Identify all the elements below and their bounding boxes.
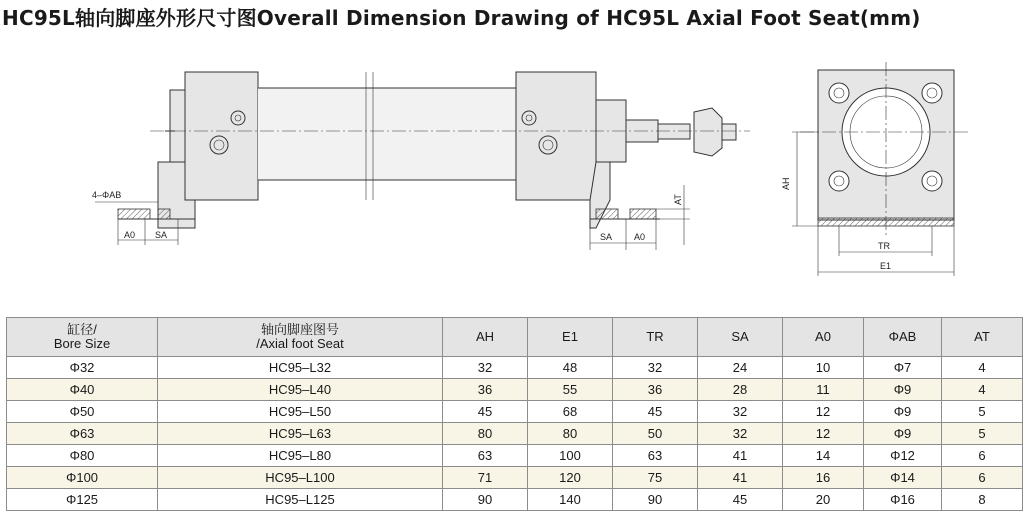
cell-tr: 90 (613, 489, 698, 511)
cell-bore-size: Φ32 (7, 357, 158, 379)
cell-e1: 48 (528, 357, 613, 379)
cell-sa: 32 (698, 423, 783, 445)
label-sa-right: SA (600, 232, 613, 242)
table-row (7, 401, 1023, 423)
cell-e1: 55 (528, 379, 613, 401)
table-row (7, 489, 1023, 511)
table-row (7, 423, 1023, 445)
table-header-row (7, 318, 1023, 357)
cell-sa: 28 (698, 379, 783, 401)
cell-axial-foot-seat: HC95–L32 (158, 357, 443, 379)
header-sa: SA (698, 318, 783, 357)
cell-e1: 100 (528, 445, 613, 467)
label-at: AT (673, 194, 683, 205)
right-end-cap (516, 72, 596, 200)
cell-ab: Φ14 (864, 467, 942, 489)
rod-nut (694, 108, 722, 156)
cell-at: 4 (942, 379, 1023, 401)
cell-at: 5 (942, 423, 1023, 445)
cell-tr: 36 (613, 379, 698, 401)
cell-e1: 68 (528, 401, 613, 423)
table-row (7, 357, 1023, 379)
cell-sa: 41 (698, 445, 783, 467)
cell-ab: Φ9 (864, 379, 942, 401)
header-ab: ΦAB (864, 318, 942, 357)
cell-ab: Φ12 (864, 445, 942, 467)
cell-bore-size: Φ40 (7, 379, 158, 401)
corner-hole-tl (829, 83, 849, 103)
cell-tr: 32 (613, 357, 698, 379)
cell-bore-size: Φ125 (7, 489, 158, 511)
label-e1: E1 (880, 261, 892, 271)
right-foot (590, 162, 690, 250)
label-hole-note: 4–ΦAB (92, 190, 122, 200)
cell-sa: 24 (698, 357, 783, 379)
cell-ah: 32 (443, 357, 528, 379)
cell-a0: 11 (783, 379, 864, 401)
header-a0: A0 (783, 318, 864, 357)
dimension-drawing (0, 40, 1025, 285)
label-a0-left: A0 (124, 230, 136, 240)
corner-hole-br (922, 171, 942, 191)
cell-axial-foot-seat: HC95–L40 (158, 379, 443, 401)
cell-a0: 10 (783, 357, 864, 379)
label-tr: TR (878, 241, 890, 251)
cell-axial-foot-seat: HC95–L125 (158, 489, 443, 511)
corner-hole-tr (922, 83, 942, 103)
header-bore-size: 缸径/ Bore Size (7, 318, 158, 357)
cell-tr: 50 (613, 423, 698, 445)
cell-a0: 12 (783, 423, 864, 445)
spec-table (6, 317, 1023, 511)
cell-tr: 63 (613, 445, 698, 467)
cell-ab: Φ7 (864, 357, 942, 379)
cell-tr: 75 (613, 467, 698, 489)
cell-at: 6 (942, 445, 1023, 467)
cell-at: 5 (942, 401, 1023, 423)
cell-axial-foot-seat: HC95–L63 (158, 423, 443, 445)
cell-at: 6 (942, 467, 1023, 489)
cell-ah: 45 (443, 401, 528, 423)
end-view (781, 62, 970, 276)
cell-tr: 45 (613, 401, 698, 423)
cell-a0: 20 (783, 489, 864, 511)
cell-sa: 41 (698, 467, 783, 489)
cell-at: 4 (942, 357, 1023, 379)
header-at: AT (942, 318, 1023, 357)
cell-e1: 80 (528, 423, 613, 445)
label-a0-right: A0 (634, 232, 646, 242)
cell-ab: Φ9 (864, 401, 942, 423)
cell-ah: 80 (443, 423, 528, 445)
cell-sa: 45 (698, 489, 783, 511)
table-row (7, 467, 1023, 489)
cell-a0: 16 (783, 467, 864, 489)
header-ah: AH (443, 318, 528, 357)
cell-bore-size: Φ50 (7, 401, 158, 423)
cell-a0: 12 (783, 401, 864, 423)
cell-sa: 32 (698, 401, 783, 423)
cell-axial-foot-seat: HC95–L80 (158, 445, 443, 467)
cell-axial-foot-seat: HC95–L50 (158, 401, 443, 423)
cell-ab: Φ9 (864, 423, 942, 445)
cell-at: 8 (942, 489, 1023, 511)
header-tr: TR (613, 318, 698, 357)
table-row (7, 445, 1023, 467)
cell-bore-size: Φ63 (7, 423, 158, 445)
header-axial-foot-seat: 轴向脚座图号 /Axial foot Seat (158, 318, 443, 357)
page-title: HC95L轴向脚座外形尺寸图Overall Dimension Drawing of HC95L Axial Foot Seat(mm) (2, 6, 921, 30)
label-ah: AH (781, 177, 791, 190)
cell-ab: Φ16 (864, 489, 942, 511)
cell-e1: 120 (528, 467, 613, 489)
cell-ah: 90 (443, 489, 528, 511)
cell-ah: 63 (443, 445, 528, 467)
cell-bore-size: Φ100 (7, 467, 158, 489)
cell-a0: 14 (783, 445, 864, 467)
header-e1: E1 (528, 318, 613, 357)
cell-axial-foot-seat: HC95–L100 (158, 467, 443, 489)
cell-e1: 140 (528, 489, 613, 511)
cell-bore-size: Φ80 (7, 445, 158, 467)
table-row (7, 379, 1023, 401)
corner-hole-bl (829, 171, 849, 191)
label-sa-left: SA (155, 230, 168, 240)
cylinder-side-view (150, 72, 750, 200)
cell-ah: 36 (443, 379, 528, 401)
left-foot (92, 162, 195, 245)
cell-ah: 71 (443, 467, 528, 489)
